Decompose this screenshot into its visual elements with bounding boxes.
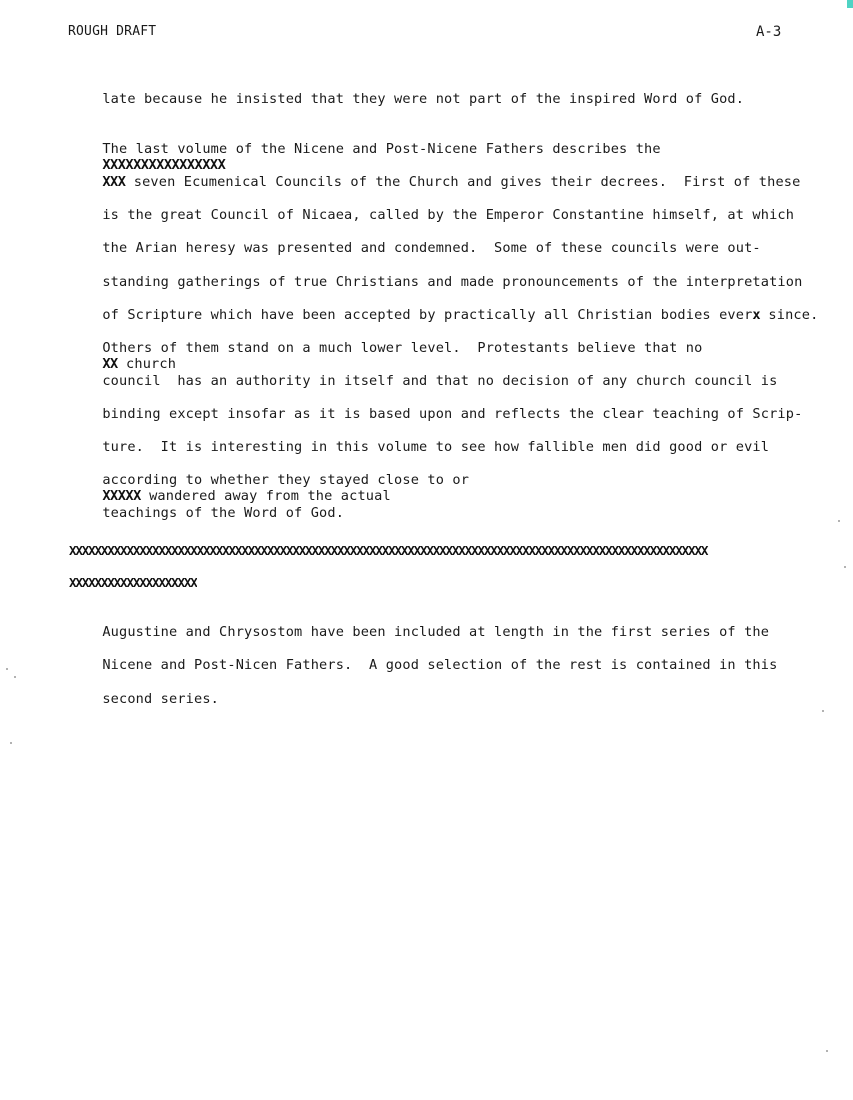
- scan-speck: [6, 668, 8, 670]
- line-text: Others of them stand on a much lower level. Protestants believe that no: [102, 340, 703, 356]
- struck-out-text: XX: [102, 356, 118, 372]
- scan-speck: [838, 520, 840, 522]
- struck-out-text: XXXXX: [102, 488, 141, 504]
- line-text: second series.: [102, 691, 220, 707]
- scan-speck: [844, 566, 846, 568]
- line-text: council has an authority in itself and that no decision of any church council is: [102, 373, 778, 389]
- struck-out-text: XXX: [102, 174, 126, 190]
- line-text: standing gatherings of true Christians and made pronouncements of the interpretation: [102, 274, 803, 290]
- struck-out-text: XXXXXXXXXXXXXXXX: [102, 157, 226, 173]
- line-text: The last volume of the Nicene and Post-Nicene Fathers describes the: [102, 141, 661, 157]
- struck-out-line: XXXXXXXXXXXXXXXXXXXXXXXXXXXXXXXXXXXXXXXXXXXXXXXXXXXXXXXXXXXXXXXXXXXXXXXXXXXXXXXXXXXXXXXXXXXXXXXXXXXX: [69, 543, 708, 558]
- scan-speck: [826, 1050, 828, 1052]
- page-number: A-3: [756, 24, 782, 40]
- line-text: late because he insisted that they were not part of the inspired Word of God.: [102, 91, 745, 107]
- line-text: ture. It is interesting in this volume to see how fallible men did good or evil: [102, 439, 770, 455]
- line-text: binding except insofar as it is based upon and reflects the clear teaching of Scrip-: [102, 406, 803, 422]
- scan-speck: [10, 742, 12, 744]
- scan-edge-mark: [847, 0, 853, 8]
- line-text: according to whether they stayed close to or: [102, 472, 470, 488]
- draft-label: ROUGH DRAFT: [68, 24, 157, 39]
- text-line: [69, 489, 344, 537]
- line-text: seven Ecumenical Councils of the Church and gives their decrees. First of these: [125, 174, 801, 190]
- line-text: teachings of the Word of God.: [102, 505, 345, 521]
- line-text: church: [117, 356, 177, 372]
- text-line: [69, 675, 219, 723]
- line-text: wandered away from the actual: [140, 488, 391, 504]
- scan-speck: [14, 676, 16, 678]
- line-text: is the great Council of Nicaea, called by the Emperor Constantine himself, at which: [102, 207, 795, 223]
- text-line: [69, 75, 744, 123]
- line-text: Augustine and Chrysostom have been included at length in the first series of the: [102, 624, 770, 640]
- line-text: of Scripture which have been accepted by practically all Christian bodies ever: [102, 307, 753, 323]
- line-text: Nicene and Post-Nicen Fathers. A good selection of the rest is contained in this: [102, 657, 778, 673]
- struck-out-text: x: [752, 307, 761, 323]
- struck-out-line: XXXXXXXXXXXXXXXXXXXX: [69, 575, 197, 590]
- scan-speck: [822, 710, 824, 712]
- line-text: the Arian heresy was presented and condemned. Some of these councils were out-: [102, 240, 761, 256]
- line-text: since.: [760, 307, 819, 323]
